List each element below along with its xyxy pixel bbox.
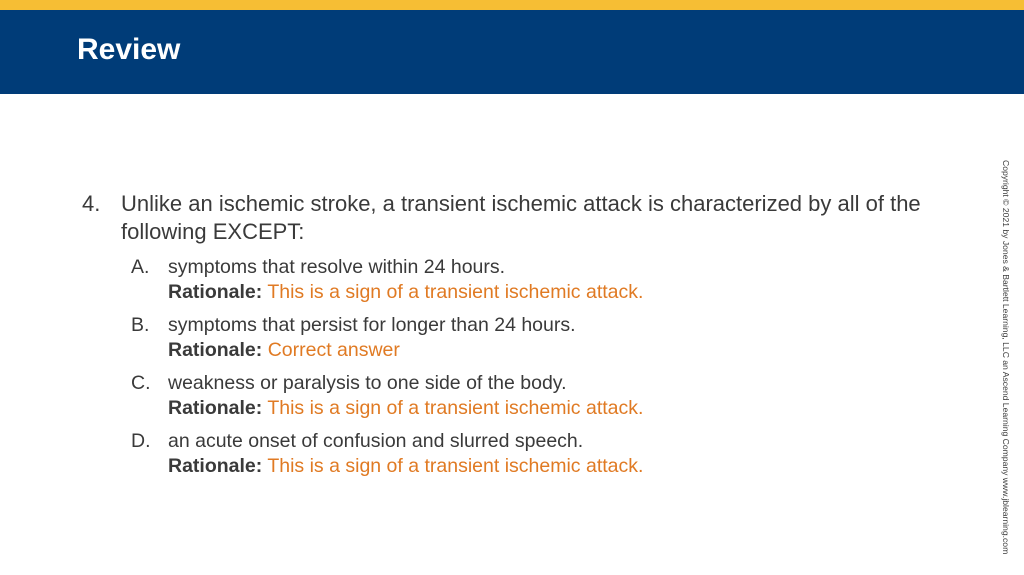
rationale	[168, 338, 932, 363]
answer-option-d	[131, 429, 932, 479]
top-accent-bar	[0, 0, 1024, 10]
rationale-text: This is a sign of a transient ischemic attack.	[267, 281, 644, 303]
review-question	[82, 190, 932, 487]
option-text: an acute onset of confusion and slurred speech.	[168, 430, 584, 452]
answer-option-c	[131, 371, 932, 421]
rationale-label: Rationale:	[168, 397, 263, 419]
rationale-label: Rationale:	[168, 339, 263, 361]
rationale-text: Correct answer	[267, 339, 400, 361]
option-text: weakness or paralysis to one side of the body.	[168, 372, 567, 394]
question-text: Unlike an ischemic stroke, a transient ischemic attack is characterized by all of the following EXCEPT:	[121, 191, 921, 244]
answer-option-a	[131, 255, 932, 305]
slide-title: Review	[77, 33, 181, 66]
rationale-text: This is a sign of a transient ischemic attack.	[267, 455, 644, 477]
answer-options	[131, 255, 932, 479]
option-text: symptoms that persist for longer than 24 hours.	[168, 314, 576, 336]
rationale-text: This is a sign of a transient ischemic attack.	[267, 397, 644, 419]
rationale-label: Rationale:	[168, 281, 263, 303]
option-letter: B.	[131, 314, 150, 336]
option-letter: A.	[131, 256, 150, 278]
copyright-notice: Copyright © 2021 by Jones & Bartlett Learning, LLC an Ascend Learning Company www.jblearning.com	[1001, 160, 1011, 555]
slide-header	[0, 10, 1024, 94]
option-text: symptoms that resolve within 24 hours.	[168, 256, 506, 278]
answer-option-b	[131, 313, 932, 363]
rationale-label: Rationale:	[168, 455, 263, 477]
rationale	[168, 280, 932, 305]
option-letter: D.	[131, 430, 151, 452]
rationale	[168, 454, 932, 479]
question-number: 4.	[82, 191, 101, 216]
option-letter: C.	[131, 372, 151, 394]
question-stem	[82, 190, 932, 246]
rationale	[168, 396, 932, 421]
